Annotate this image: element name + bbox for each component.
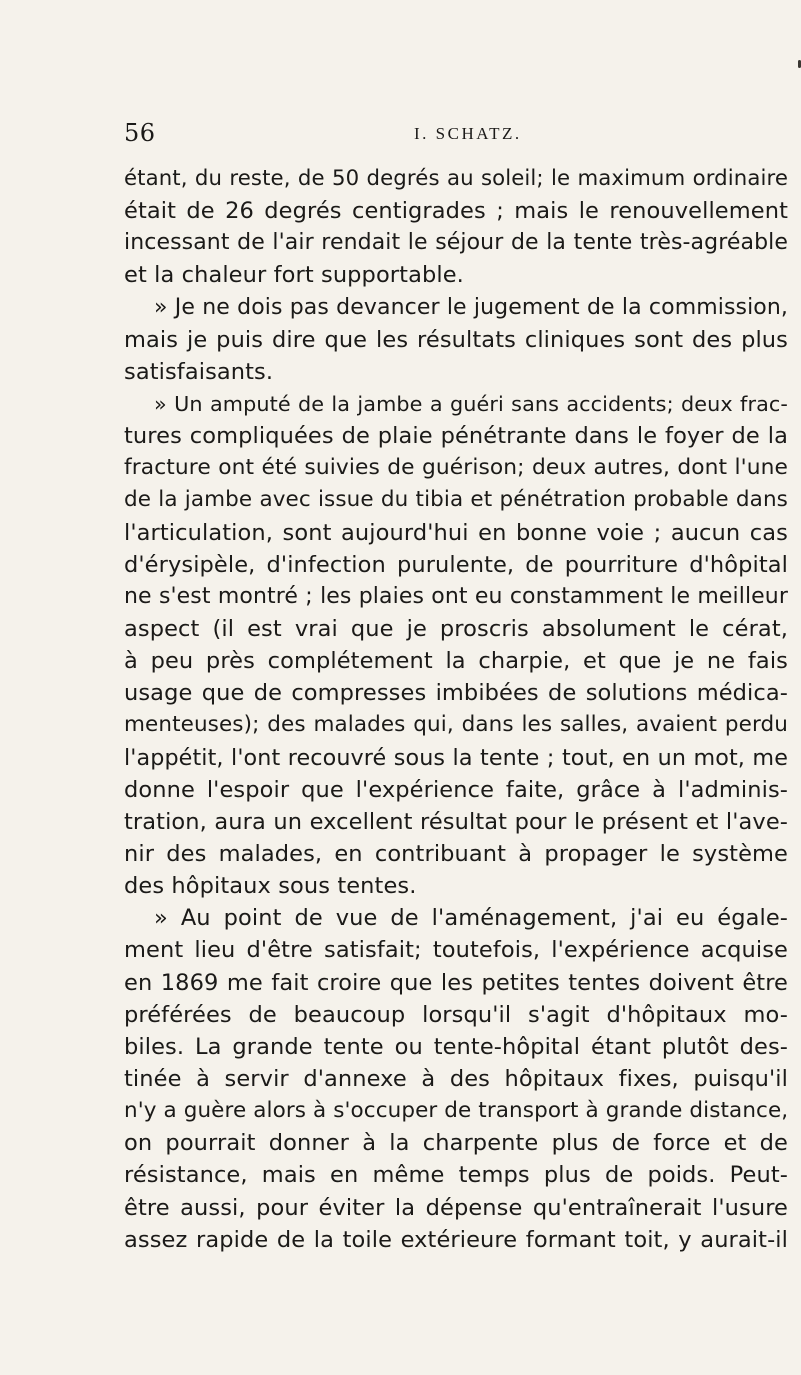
text-line: aspect (il est vrai que je proscris absolument le cérat,: [124, 615, 788, 642]
text-line: l'appétit, l'ont recouvré sous la tente ; tout, en un mot, me: [124, 744, 788, 771]
text-line: l'articulation, sont aujourd'hui en bonne voie ; aucun cas: [124, 519, 788, 546]
text-line: menteuses); des malades qui, dans les salles, avaient perdu: [124, 712, 788, 738]
text-line: à peu près complétement la charpie, et que je ne fais: [124, 648, 788, 675]
text-line: incessant de l'air rendait le séjour de la tente très-agréable: [124, 230, 788, 256]
text-line: tration, aura un excellent résultat pour le présent et l'ave-: [124, 808, 788, 835]
text-line: » Je ne dois pas devancer le jugement de la commission,: [154, 294, 788, 320]
text-line: et la chaleur fort supportable.: [124, 262, 464, 289]
text-line: satisfaisants.: [124, 358, 274, 385]
text-line: assez rapide de la toile extérieure formant toit, y aurait-il: [124, 1226, 788, 1253]
text-line: tures compliquées de plaie pénétrante dans le foyer de la: [124, 423, 788, 450]
text-line: » Un amputé de la jambe a guéri sans accidents; deux frac-: [154, 391, 788, 416]
text-line: tinée à servir d'annexe à des hôpitaux fixes, puisqu'il: [124, 1065, 788, 1092]
running-head: I. SCHATZ.: [414, 124, 522, 143]
text-line: nir des malades, en contribuant à propager le système: [124, 840, 788, 867]
text-line: de la jambe avec issue du tibia et pénétration probable dans: [124, 487, 788, 513]
text-line: résistance, mais en même temps plus de poids. Peut-: [124, 1162, 788, 1189]
text-line: ne s'est montré ; les plaies ont eu constamment le meilleur: [124, 583, 788, 609]
text-line: » Au point de vue de l'aménagement, j'ai eu égale-: [154, 905, 788, 932]
text-line: d'érysipèle, d'infection purulente, de pourriture d'hôpital: [124, 551, 788, 578]
text-line: biles. La grande tente ou tente-hôpital étant plutôt des-: [124, 1033, 788, 1060]
page-number: 56: [124, 119, 156, 147]
page-header: [124, 119, 784, 149]
text-line: étant, du reste, de 50 degrés au soleil; le maximum ordinaire: [124, 166, 788, 191]
text-line: des hôpitaux sous tentes.: [124, 873, 417, 900]
text-line: donne l'espoir que l'expérience faite, grâce à l'adminis-: [124, 776, 788, 803]
text-line: fracture ont été suivies de guérison; deux autres, dont l'une: [124, 455, 788, 481]
text-line: était de 26 degrés centigrades ; mais le renouvellement: [124, 198, 788, 225]
text-line: mais je puis dire que les résultats cliniques sont des plus: [124, 326, 788, 353]
text-line: ment lieu d'être satisfait; toutefois, l'expérience acquise: [124, 937, 788, 964]
text-line: on pourrait donner à la charpente plus de force et de: [124, 1130, 788, 1157]
text-line: en 1869 me fait croire que les petites tentes doivent être: [124, 969, 788, 996]
text-line: n'y a guère alors à s'occuper de transport à grande distance,: [124, 1098, 789, 1124]
text-line: usage que de compresses imbibées de solutions médica-: [124, 680, 788, 707]
body-text: [124, 163, 788, 1256]
text-line: préférées de beaucoup lorsqu'il s'agit d'hôpitaux mo-: [124, 1001, 788, 1028]
text-line: être aussi, pour éviter la dépense qu'entraînerait l'usure: [124, 1194, 788, 1221]
